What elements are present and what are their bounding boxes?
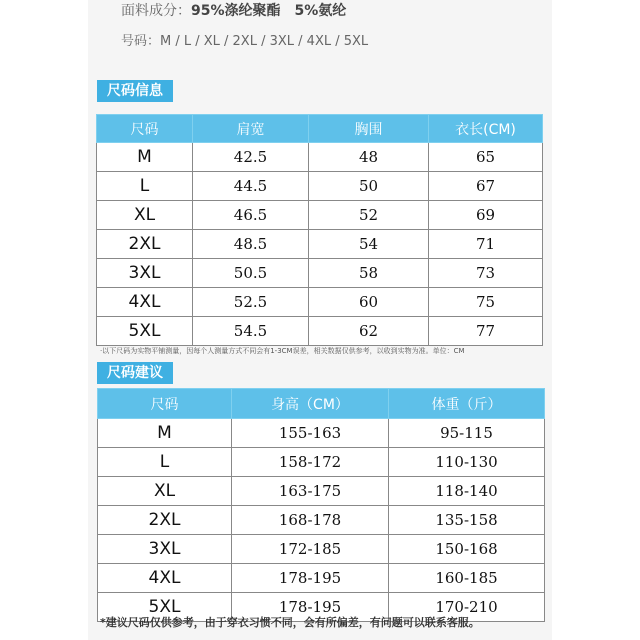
weight-cell: 110-130 bbox=[389, 448, 545, 477]
size-cell: 2XL bbox=[97, 230, 193, 259]
table-row bbox=[97, 143, 543, 172]
chest-cell: 58 bbox=[309, 259, 429, 288]
table-row bbox=[97, 259, 543, 288]
size-cell: M bbox=[98, 419, 232, 448]
length-cell: 69 bbox=[429, 201, 543, 230]
chest-cell: 54 bbox=[309, 230, 429, 259]
height-cell: 158-172 bbox=[232, 448, 389, 477]
shoulder-cell: 48.5 bbox=[193, 230, 309, 259]
size-cell: 4XL bbox=[98, 564, 232, 593]
table-row bbox=[97, 201, 543, 230]
size-advice-header-row bbox=[98, 389, 545, 419]
length-cell: 71 bbox=[429, 230, 543, 259]
measurement-note: ·以下尺码为实物平铺测量，因每个人测量方式不同会有1-3CM误差，相关数据仅供参考，以收到实物为准。单位：CM bbox=[100, 347, 465, 355]
size-advice-table bbox=[97, 388, 545, 622]
shoulder-cell: 54.5 bbox=[193, 317, 309, 346]
height-cell: 168-178 bbox=[232, 506, 389, 535]
size-cell: M bbox=[97, 143, 193, 172]
size-cell: 4XL bbox=[97, 288, 193, 317]
chest-cell: 60 bbox=[309, 288, 429, 317]
column-header: 尺码 bbox=[98, 389, 232, 419]
size-cell: XL bbox=[98, 477, 232, 506]
length-cell: 65 bbox=[429, 143, 543, 172]
shoulder-cell: 50.5 bbox=[193, 259, 309, 288]
height-cell: 172-185 bbox=[232, 535, 389, 564]
weight-cell: 95-115 bbox=[389, 419, 545, 448]
column-header: 尺码 bbox=[97, 115, 193, 143]
column-header: 肩宽 bbox=[193, 115, 309, 143]
table-row bbox=[98, 448, 545, 477]
length-cell: 75 bbox=[429, 288, 543, 317]
table-row bbox=[97, 172, 543, 201]
size-cell: 3XL bbox=[98, 535, 232, 564]
chest-cell: 52 bbox=[309, 201, 429, 230]
chest-cell: 62 bbox=[309, 317, 429, 346]
size-info-title: 尺码信息 bbox=[97, 80, 173, 102]
weight-cell: 135-158 bbox=[389, 506, 545, 535]
shoulder-cell: 44.5 bbox=[193, 172, 309, 201]
column-header: 体重（斤） bbox=[389, 389, 545, 419]
table-row bbox=[98, 564, 545, 593]
size-advice-title: 尺码建议 bbox=[97, 362, 173, 384]
weight-cell: 160-185 bbox=[389, 564, 545, 593]
chest-cell: 48 bbox=[309, 143, 429, 172]
size-info-table bbox=[96, 114, 543, 346]
advice-footnote: *建议尺码仅供参考，由于穿衣习惯不同，会有所偏差，有问题可以联系客服。 bbox=[100, 616, 480, 629]
table-row bbox=[97, 288, 543, 317]
table-row bbox=[98, 506, 545, 535]
shoulder-cell: 52.5 bbox=[193, 288, 309, 317]
chest-cell: 50 bbox=[309, 172, 429, 201]
table-row bbox=[98, 419, 545, 448]
size-cell: 5XL bbox=[98, 593, 232, 622]
available-sizes: 号码：M / L / XL / 2XL / 3XL / 4XL / 5XL bbox=[121, 34, 369, 49]
height-cell: 155-163 bbox=[232, 419, 389, 448]
length-cell: 77 bbox=[429, 317, 543, 346]
size-info-header-row bbox=[97, 115, 543, 143]
weight-cell: 118-140 bbox=[389, 477, 545, 506]
height-cell: 163-175 bbox=[232, 477, 389, 506]
fabric-value: 95%涤纶聚酯 5%氨纶 bbox=[191, 3, 347, 19]
table-row bbox=[97, 230, 543, 259]
size-cell: L bbox=[98, 448, 232, 477]
column-header: 胸围 bbox=[309, 115, 429, 143]
table-row bbox=[98, 477, 545, 506]
size-cell: L bbox=[97, 172, 193, 201]
shoulder-cell: 42.5 bbox=[193, 143, 309, 172]
fabric-composition bbox=[121, 0, 346, 22]
fabric-label: 面料成分： bbox=[121, 3, 191, 19]
shoulder-cell: 46.5 bbox=[193, 201, 309, 230]
weight-cell: 150-168 bbox=[389, 535, 545, 564]
size-cell: XL bbox=[97, 201, 193, 230]
table-row bbox=[97, 317, 543, 346]
height-cell: 178-195 bbox=[232, 593, 389, 622]
weight-cell: 170-210 bbox=[389, 593, 545, 622]
column-header: 衣长(CM) bbox=[429, 115, 543, 143]
column-header: 身高（CM） bbox=[232, 389, 389, 419]
size-cell: 3XL bbox=[97, 259, 193, 288]
length-cell: 67 bbox=[429, 172, 543, 201]
length-cell: 73 bbox=[429, 259, 543, 288]
size-cell: 2XL bbox=[98, 506, 232, 535]
table-row bbox=[98, 535, 545, 564]
height-cell: 178-195 bbox=[232, 564, 389, 593]
size-cell: 5XL bbox=[97, 317, 193, 346]
